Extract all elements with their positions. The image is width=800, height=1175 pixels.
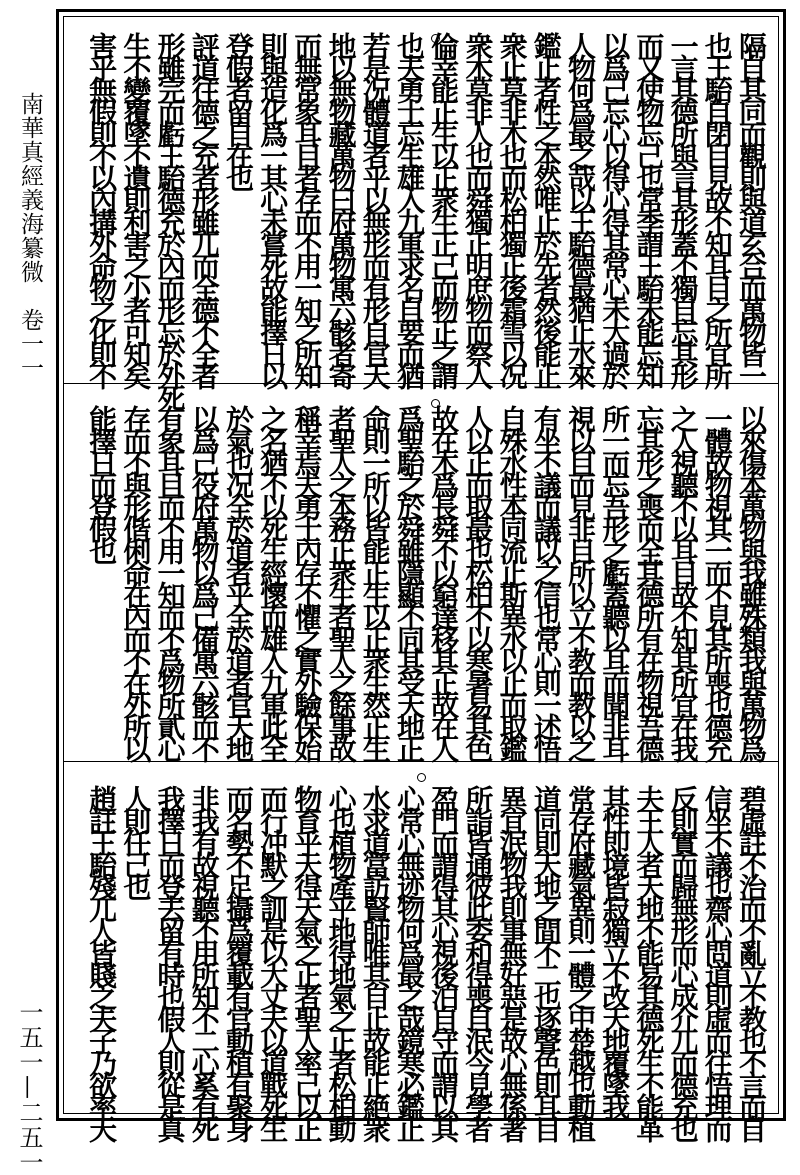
circle-mark	[417, 773, 426, 782]
text-band-lower	[85, 785, 768, 1137]
text-band-upper	[85, 32, 768, 406]
page-frame	[56, 9, 786, 1137]
band-text: 以來傷本萬物與我雖殊類我與萬物爲 一體故物視其一而不見其所喪也德充 之人視聽不以耳目故不知其所宜在我 忘其形之喪而全其德所有在物視吾德 所一而忘吾形之虧蓋聽以耳而聞非耳 視以目而見非目所以立不教而教以之 有坐不議而議以之信也常心則一述悟 自殊水性本同流止斯異水以止而取鑑 人以正而取最也松柏不以寒暑易其色 故在木爲長舜不以窮達移其正故在人 爲聖駘之於舜雖隱顯不同其受天地正 命則一所以皆能正生以正衆生然正生 者聖人之本務正衆生者聖人之餘事故 稱幸焉夫勇士內存不懼之實外驗保始 之名猶不以死生經懷而雄入九軍此全 於氣也况全於道者乎全於道者官天地 以爲己役府萬物以爲己備寓六骸而不 有象耳目而不用一知而不爲物所貳心 存而不與形偕俐命在內而不在外所以 能擇日而登假也	[85, 405, 768, 757]
band-divider	[64, 761, 778, 762]
band-text: 碧虛註不治而不亂立不教也不言而自 信坐不議也齋心問道則虛而往悟理而 反則實而歸無形而心成介兀而德充也 夫王人者天地不能易其德死生不能革 其性即境皆寂獨立不改天地覆墜我 常存府藏氣異則一體之中楚越也動植 道同則天地之間不二也逐聲色則耳目 異宜泯物我則事無好惡是故心無係著 所詣皆通彼此委和得喪自泯今見學者 盈門而謂得其心視後泊自守而謂以其 心常心無迹物何爲最之哉鏡寒必鑑止 水求道當訪賢師唯其自止故能止絶衆 心也植物產乎地得地氣之正者松柏動 物育乎天得天氣之正者聖人率己以正 而行冲默之訓是以大丈夫以道戰死生 而名勢不足攝爲覆載有官動植有聚身 非我有故視聽不用所知不二心奚有死 我擇日而登去留有時也假人則從是真 人則任己也 趙註王駘殘兀人皆賤之夫子乃欲率天	[85, 785, 768, 1137]
frame-inner-border	[63, 16, 779, 1137]
book-title-margin: 南華真經義海纂微 卷一一	[17, 92, 43, 380]
text-band-middle	[85, 405, 768, 757]
band-divider	[64, 383, 778, 384]
band-text: 隔自其同而觀則與道玄合而萬物皆一 也王駘自閉目見故不知耳目之所宜所 一言其德所與言其形蓋不獨自忘其形 而又使物忘己也常季謂王駘未能忘知 以爲己忘心以得心得其常心未大過於 人物何爲最之哉以王駘德最猶止水來 鑑止者性之本然唯止於先者然後能止 衆止莫非木也而松柏獨正後霜雪以况 衆木莫非人也而舜獨正明庶物而察人 倫幸能正生以正衆生正己而物正之謂 也夫勇士忘生雄入九軍求名自要而猶 若是况體道者乎以無形而有形自官天 地以無物藏萬物曰府萬物寓六骸者寄 而無常象耳目者存而不用一知之所知 則與造化爲一其心未嘗死故能擇日以 登假者留自在也 評道往德之充者形雖兀而全德不全者 形雖完而虧王駘德充於內而形忘於外死 生不變覆墜不遺則利害之小者可知矣 害乎無假則不以內搆外命物之化則不	[85, 32, 768, 406]
page-number: 一五一—二五一	[15, 1000, 43, 1175]
